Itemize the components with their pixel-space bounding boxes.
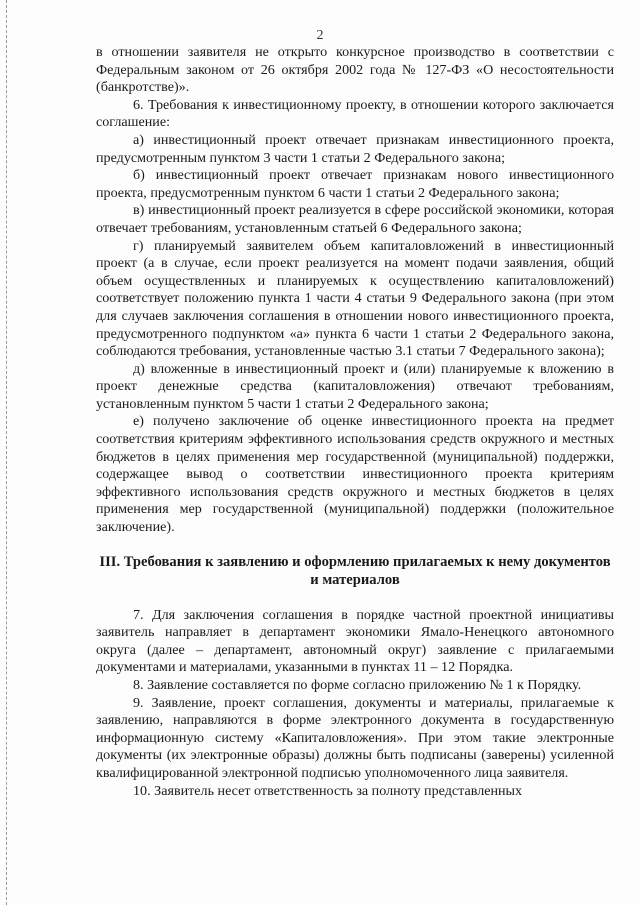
paragraph-6e: е) получено заключение об оценке инвестиционного проекта на предмет соответствия критериям эффективного использования средств окружного и местных бюджетов в целях применения мер государственной (муниципальной) поддержки, содержащее вывод о соответствии инвестиционного проекта критериям эффективного использования средств окружного и местных бюджетов в целях применения мер государственной (муниципальной) поддержки (положительное заключение).: [96, 413, 614, 536]
paragraph-8: 8. Заявление составляется по форме согласно приложению № 1 к Порядку.: [133, 677, 582, 693]
document-body: [96, 44, 614, 800]
page-left-border: [6, 0, 7, 905]
paragraph-6v: в) инвестиционный проект реализуется в сфере российской экономики, которая отвечает требованиям, установленным статьей 6 Федерального закона;: [96, 202, 614, 236]
section-heading: III. Требования к заявлению и оформлению прилагаемых к нему документов и материалов: [99, 553, 611, 588]
paragraph-6d: д) вложенные в инвестиционный проект и (или) планируемые к вложению в проект денежные средства (капиталовложения) отвечают требованиям, установленным пунктом 5 части 1 статьи 2 Федерального закона;: [96, 360, 614, 412]
paragraph-6b: б) инвестиционный проект отвечает признакам нового инвестиционного проекта, предусмотренным пунктом 6 части 1 статьи 2 Федерального закона;: [96, 167, 614, 201]
page-number: 2: [316, 28, 324, 43]
paragraph-6: 6. Требования к инвестиционному проекту, в отношении которого заключается соглашение:: [96, 96, 614, 131]
paragraph-10: 10. Заявитель несет ответственность за полноту представленных: [133, 782, 523, 799]
paragraph-continuation: в отношении заявителя не открыто конкурсное производство в соответствии с Федеральным законом от 26 октября 2002 года № 127-ФЗ «О несостоятельности (банкротстве)».: [96, 44, 614, 96]
paragraph-6a: а) инвестиционный проект отвечает признакам инвестиционного проекта, предусмотренным пунктом 3 части 1 статьи 2 Федерального закона;: [96, 131, 614, 166]
paragraph-9: 9. Заявление, проект соглашения, документы и материалы, прилагаемые к заявлению, направляются в форме электронного документа в государственную информационную систему «Капиталовложения». При этом такие электронные документы (их электронные образы) должны быть подписаны (заверены) усиленной квалифицированной электронной подписью уполномоченного лица заявителя.: [96, 694, 614, 781]
paragraph-6g: г) планируемый заявителем объем капиталовложений в инвестиционный проект (а в случае, если проект реализуется на момент подачи заявления, общий объем осуществленных и планируемых к осуществлению капиталовложений) соответствует положению пункта 1 части 4 статьи 9 Федерального закона (при этом для случаев заключения соглашения в отношении нового инвестиционного проекта, предусмотренного подпунктом «а» пункта 6 части 1 статьи 2 Федерального закона, соблюдаются требования, установленные частью 3.1 статьи 7 Федерального закона);: [96, 237, 614, 360]
paragraph-7: 7. Для заключения соглашения в порядке частной проектной инициативы заявитель направляет в департамент экономики Ямало-Ненецкого автономного округа (далее – департамент, автономный округ) заявление с прилагаемыми документами и материалами, указанными в пунктах 11 – 12 Порядка.: [96, 606, 614, 676]
